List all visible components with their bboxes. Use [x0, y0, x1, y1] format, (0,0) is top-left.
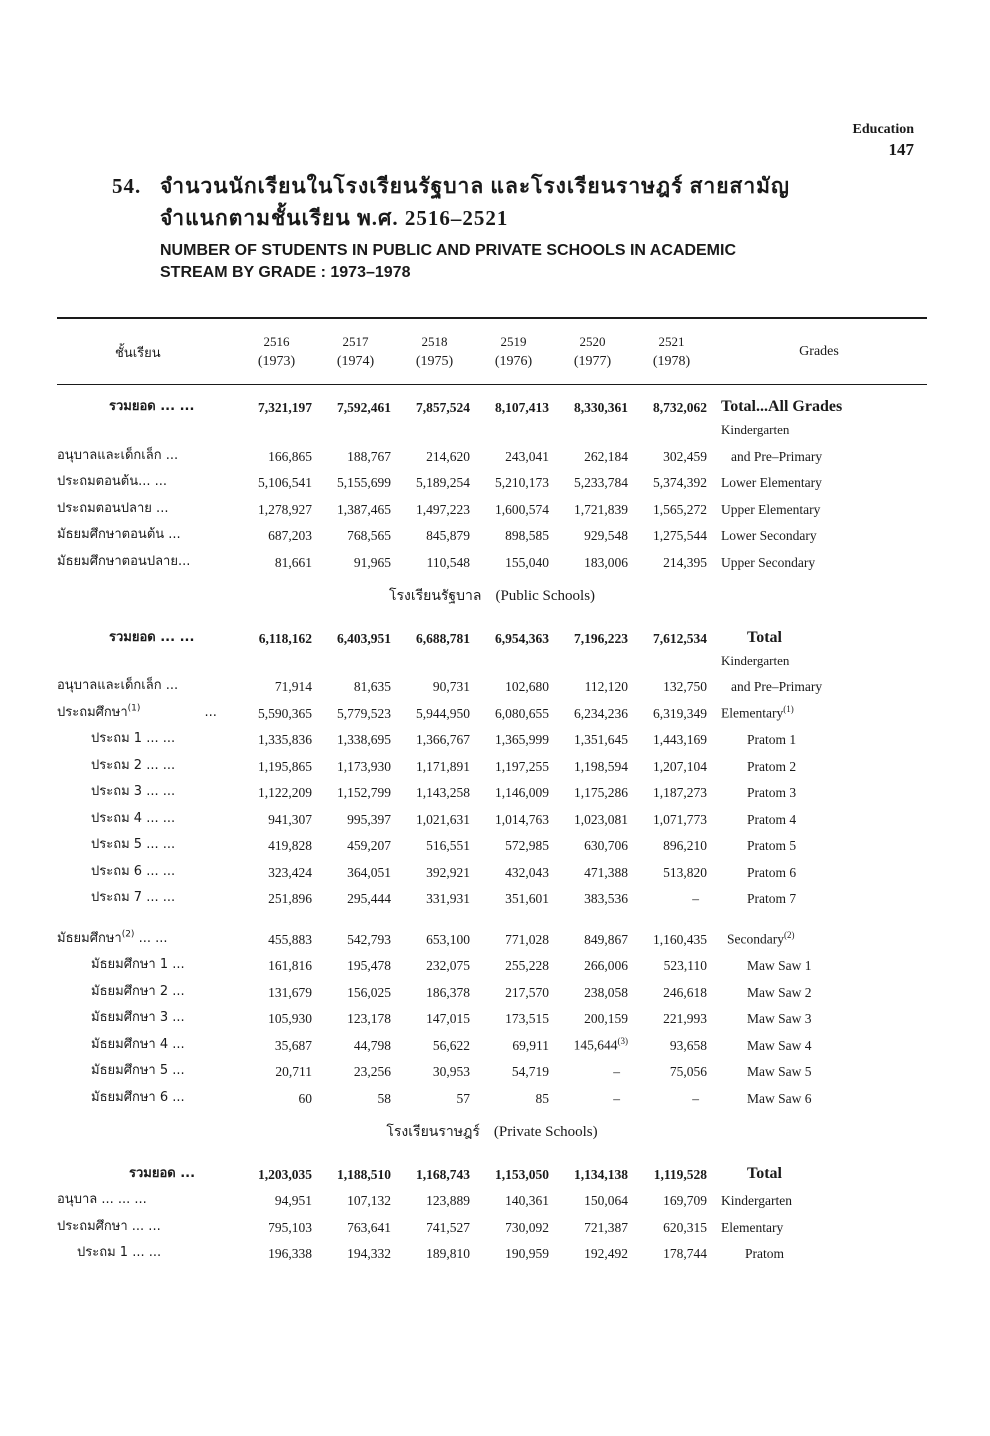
table-cell-grade: Secondary$^{(2)}$ [727, 930, 795, 947]
table-cell-value: 178,744 [663, 1246, 707, 1261]
table-cell [632, 416, 711, 438]
table-cell-value: 941,307 [268, 811, 312, 827]
table-row [57, 854, 927, 881]
table-top-rule [57, 317, 927, 319]
table-cell-value: 266,006 [584, 958, 628, 973]
table-cell-value: 768,565 [347, 528, 391, 543]
table-cell [553, 647, 632, 669]
table-row [57, 1027, 927, 1054]
table-cell-label: ประถม 6 ... ... [91, 863, 176, 879]
table-cell-value: 75,056 [669, 1064, 707, 1079]
table-cell-value: 513,820 [663, 864, 707, 880]
table-cell-label: ประถมศึกษา$^{(1)}$ ... [57, 703, 217, 720]
table-cell-value: 542,793 [347, 931, 391, 947]
table-cell-value: 255,228 [505, 958, 549, 973]
table-row [57, 775, 927, 802]
title-english-line1: NUMBER OF STUDENTS IN PUBLIC AND PRIVATE SCHOOLS IN ACADEMIC [160, 242, 737, 259]
table-cell-value: 145,644$^{(3)}$ [573, 1036, 628, 1053]
table-cell-value: 262,184 [584, 448, 628, 464]
table-row [57, 881, 927, 908]
table-cell-label: ประถม 1 ... ... [91, 731, 176, 746]
table-cell-value: 173,515 [505, 1011, 549, 1026]
table-cell [57, 647, 237, 669]
table-cell-grade: Kindergarten [721, 652, 790, 668]
table-cell-value: 1,187,273 [653, 785, 707, 800]
table-cell-value: 123,178 [347, 1011, 391, 1026]
table-cell-value: 741,527 [426, 1219, 470, 1235]
table-cell-value: 91,965 [353, 554, 391, 570]
table-cell-value: 183,006 [584, 554, 628, 570]
table-cell-value: 8,732,062 [653, 400, 707, 415]
table-cell-label: ประถม 7 ... ... [91, 890, 176, 905]
table-cell-value: 1,188,510 [337, 1166, 391, 1182]
table-row [57, 438, 927, 465]
table-cell-value: 105,930 [268, 1011, 312, 1026]
table-cell-value: 383,536 [584, 891, 628, 906]
table-cell [316, 647, 395, 669]
table-row [57, 1080, 927, 1107]
header-year: 2516 (1973) [257, 334, 296, 369]
table-cell-grade: Total...All Grades [721, 398, 843, 415]
table-cell-value: 455,883 [268, 931, 312, 947]
table-cell-grade: Maw Saw 1 [747, 958, 812, 973]
table-cell-value: 630,706 [584, 838, 628, 853]
table-cell-grade: Pratom 6 [747, 864, 797, 880]
table-cell [57, 382, 927, 390]
table-cell-value: 432,043 [505, 864, 549, 880]
title-thai [112, 170, 912, 202]
table-row [57, 801, 927, 828]
table-cell-value: 192,492 [584, 1246, 628, 1261]
students-table [57, 322, 927, 1262]
table-cell-value: 112,120 [584, 679, 628, 694]
header-row [57, 322, 927, 382]
table-cell-value: 653,100 [426, 931, 470, 947]
table-cell-value: 1,198,594 [574, 758, 628, 774]
table-cell-value: 81,661 [274, 554, 312, 570]
table-cell-value: 1,335,836 [258, 732, 312, 747]
table-cell-value: 155,040 [505, 554, 549, 570]
table-cell-label: มัธยมศึกษาตอนปลาย... [57, 553, 191, 569]
table-cell-grade: Elementary$^{(1)}$ [721, 704, 794, 721]
table-cell-value: 1,365,999 [495, 732, 549, 747]
table-cell-value: 392,921 [426, 864, 470, 880]
table-cell-grade: Maw Saw 2 [747, 984, 812, 1000]
table-cell-value: 620,315 [663, 1219, 707, 1235]
table-cell-value: 459,207 [347, 838, 391, 853]
table-cell-value: 186,378 [426, 984, 470, 1000]
table-cell-label: ประถม 4 ... ... [91, 810, 176, 826]
table-cell-value: 1,443,169 [653, 732, 707, 747]
table-cell-value: 20,711 [275, 1064, 312, 1079]
table-cell-value: 419,828 [268, 838, 312, 853]
table-cell-value: 6,234,236 [574, 705, 628, 721]
table-cell-value: 896,210 [663, 838, 707, 853]
table-cell-value: 6,403,951 [337, 630, 391, 646]
table-cell [237, 647, 316, 669]
table-cell-grade: Total [747, 628, 782, 646]
table-cell-value: 471,388 [584, 864, 628, 880]
table-cell-value: 1,497,223 [416, 501, 470, 517]
table-cell-value: 56,622 [432, 1037, 470, 1053]
table-cell-value: 1,143,258 [416, 785, 470, 800]
table-cell-value: 7,612,534 [653, 630, 707, 646]
table-row [57, 695, 927, 722]
table-cell-value: 54,719 [511, 1064, 549, 1079]
table-cell-value: 196,338 [268, 1246, 312, 1261]
table-cell-value: 1,565,272 [653, 501, 707, 517]
table-cell-value: 1,160,435 [653, 931, 707, 947]
table-cell-value: 323,424 [268, 864, 312, 880]
table-cell-value: 8,107,413 [495, 400, 549, 415]
table-cell-label: ประถม 5 ... ... [91, 837, 176, 852]
table-cell-value: 81,635 [353, 679, 391, 694]
section-heading-public [57, 571, 927, 621]
table-row [57, 1209, 927, 1236]
table-cell-value: 5,944,950 [416, 705, 470, 721]
table-cell-grade: Pratom 5 [747, 838, 797, 853]
table-cell-value: 123,889 [426, 1193, 470, 1208]
table-cell-label: อนุบาล ... ... ... [57, 1192, 147, 1207]
table-cell-value: 1,153,050 [495, 1166, 549, 1182]
table-cell-grade: Upper Secondary [721, 554, 816, 570]
table-cell-label: ประถม 1 ... ... [77, 1245, 162, 1260]
table-cell-label: รวมยอด ... [129, 1165, 196, 1181]
table-cell-value: 102,680 [505, 679, 549, 694]
table-cell-value: 107,132 [347, 1193, 391, 1208]
table-cell-value: 188,767 [347, 448, 391, 464]
table-row [57, 518, 927, 545]
table-cell-value: 6,118,162 [258, 630, 312, 646]
table-cell-value: 35,687 [274, 1037, 312, 1053]
table-cell-value: 57 [456, 1090, 470, 1106]
table-cell-label: อนุบาลและเด็กเล็ก ... [57, 678, 179, 693]
table-cell-value: 147,015 [426, 1011, 470, 1026]
table-cell-value: 1,134,138 [574, 1166, 628, 1182]
table-cell-grade: Pratom 2 [747, 758, 797, 774]
table-cell-value: 1,173,930 [337, 758, 391, 774]
table-cell-value: 243,041 [505, 448, 549, 464]
title-english [112, 240, 912, 284]
table-cell-value: 195,478 [347, 958, 391, 973]
table-cell [395, 416, 474, 438]
table-row [57, 669, 927, 696]
table-cell-grade: Maw Saw 4 [747, 1037, 812, 1053]
table-cell-value: 295,444 [347, 891, 391, 906]
table-cell-value: – [692, 1090, 699, 1106]
table-cell-value: 1,021,631 [416, 811, 470, 827]
table-cell-grade: Lower Secondary [721, 528, 817, 543]
table-cell-value: 898,585 [505, 528, 549, 543]
table-cell-value: 1,023,081 [574, 811, 628, 827]
table-cell-value: 44,798 [353, 1037, 391, 1053]
table-cell-value: 1,195,865 [258, 758, 312, 774]
table-cell-grade: Upper Elementary [721, 501, 821, 517]
table-cell-value: 1,721,839 [574, 501, 628, 517]
table-cell-value: 5,374,392 [653, 475, 707, 490]
table-cell-grade: Lower Elementary [721, 475, 822, 490]
table-cell-value: 232,075 [426, 958, 470, 973]
table-row [57, 491, 927, 518]
table-cell-value: 845,879 [426, 528, 470, 543]
table-cell [395, 647, 474, 669]
table-cell-value: 6,954,363 [495, 630, 549, 646]
table-cell-value: 1,366,767 [416, 732, 470, 747]
table-row [57, 748, 927, 775]
table-row [57, 390, 927, 416]
table-cell: โรงเรียนรัฐบาล (Public Schools) [388, 587, 596, 604]
table-row [57, 948, 927, 975]
table-cell-value: 7,196,223 [574, 630, 628, 646]
header-grade-thai: ชั้นเรียน [115, 345, 161, 361]
table-cell: โรงเรียนราษฎร์ (Private Schools) [386, 1123, 598, 1140]
table-cell-value: 302,459 [663, 448, 707, 464]
table-cell-value: 8,330,361 [574, 400, 628, 415]
table-cell-value: 331,931 [426, 891, 470, 906]
table-cell-value: 200,159 [584, 1011, 628, 1026]
table-cell-value: – [613, 1090, 620, 1106]
table-cell-value: – [613, 1064, 620, 1079]
table-row [57, 1054, 927, 1081]
title-thai-line2: จำแนกตามชั้นเรียน พ.ศ. 2516–2521 [160, 206, 509, 230]
table-cell-value: 23,256 [353, 1064, 391, 1079]
table-title [112, 170, 912, 284]
table-cell-value: 217,570 [505, 984, 549, 1000]
table-cell-value: 1,071,773 [653, 811, 707, 827]
table-cell-value: 7,857,524 [416, 400, 470, 415]
header-year: 2521 (1978) [652, 334, 691, 369]
table-cell-value: 1,275,544 [653, 528, 707, 543]
table-cell-grade: and Pre–Primary [731, 679, 823, 694]
table-cell-value: 194,332 [347, 1246, 391, 1261]
table-cell-value: 1,146,009 [495, 785, 549, 800]
table-cell-grade: Pratom 3 [747, 785, 797, 800]
table-cell-grade: Pratom 1 [747, 732, 797, 747]
table-cell-value: 156,025 [347, 984, 391, 1000]
table-cell-value: 763,641 [347, 1219, 391, 1235]
table-row [57, 544, 927, 571]
header-year: 2519 (1976) [494, 334, 533, 369]
table-cell [316, 416, 395, 438]
table-cell-value: 6,688,781 [416, 630, 470, 646]
table-cell-value: 93,658 [669, 1037, 707, 1053]
table-cell-value: 1,207,104 [653, 758, 707, 774]
table-cell-value: 5,590,365 [258, 705, 312, 721]
table-cell-value: 246,618 [663, 984, 707, 1000]
table-cell-label: มัธยมศึกษา 2 ... [91, 983, 185, 999]
table-cell-grade: Maw Saw 6 [747, 1090, 812, 1106]
table-cell-grade: Kindergarten [721, 1193, 792, 1208]
table-cell-value: 351,601 [505, 891, 549, 906]
table-cell-value: 364,051 [347, 864, 391, 880]
table-cell-value: 214,620 [426, 448, 470, 464]
table-row [57, 1236, 927, 1263]
table-cell-value: 572,985 [505, 838, 549, 853]
title-english-line2: STREAM BY GRADE : 1973–1978 [160, 264, 411, 281]
table-cell-value: 90,731 [432, 679, 470, 694]
table-cell-value: 214,395 [663, 554, 707, 570]
table-cell-value: 1,119,528 [653, 1166, 707, 1182]
table-cell-grade: and Pre–Primary [731, 448, 823, 464]
table-cell-value: 1,168,743 [416, 1166, 470, 1182]
table-cell-value: 30,953 [432, 1064, 470, 1079]
table-cell-value: 189,810 [426, 1246, 470, 1261]
table-cell [57, 907, 927, 921]
table-cell-value: 1,387,465 [337, 501, 391, 517]
table-cell-value: 929,548 [584, 528, 628, 543]
table-cell-value: 771,028 [505, 931, 549, 947]
table-cell-value: 687,203 [268, 528, 312, 543]
table-cell-grade: Elementary [721, 1219, 784, 1235]
table-row [57, 465, 927, 492]
table-cell [632, 647, 711, 669]
table-cell-value: 5,233,784 [574, 475, 628, 490]
table-cell-label: รวมยอด ... ... [109, 399, 195, 414]
table-cell [474, 647, 553, 669]
table-row [57, 1157, 927, 1183]
table-cell-value: 110,548 [426, 554, 470, 570]
table-cell-value: 60 [298, 1090, 312, 1106]
table-cell-grade: Pratom 7 [747, 891, 797, 906]
table-cell-label: ประถม 3 ... ... [91, 784, 176, 799]
table-cell-value: 1,152,799 [337, 785, 391, 800]
table-cell-value: 721,387 [584, 1219, 628, 1235]
table-cell-label: รวมยอด ... ... [109, 629, 195, 645]
table-cell-value: 1,351,645 [574, 732, 628, 747]
table-cell-value: 5,210,173 [495, 475, 549, 490]
table-cell-value: 166,865 [268, 448, 312, 464]
table-cell-value: 5,189,254 [416, 475, 470, 490]
page-number: 147 [888, 140, 914, 159]
table-cell-value: 140,361 [505, 1193, 549, 1208]
table-cell-value: 58 [377, 1090, 391, 1106]
table-cell-value: 849,867 [584, 931, 628, 947]
table-cell-value: 6,080,655 [495, 705, 549, 721]
table-cell-value: – [692, 891, 699, 906]
table-cell-value: 150,064 [584, 1193, 628, 1208]
table-cell-value: 131,679 [268, 984, 312, 1000]
header-grades-english: Grades [799, 344, 839, 359]
table-cell-label: มัธยมศึกษา 3 ... [91, 1010, 185, 1025]
title-thai-line1: จำนวนนักเรียนในโรงเรียนรัฐบาล และโรงเรียนราษฎร์ สายสามัญ [160, 174, 790, 198]
header-year: 2518 (1975) [415, 334, 454, 369]
table-cell-value: 1,175,286 [574, 785, 628, 800]
table-cell [474, 416, 553, 438]
table-cell-value: 1,600,574 [495, 501, 549, 517]
table-cell-value: 7,592,461 [337, 400, 391, 415]
table-row [57, 1001, 927, 1028]
header-year: 2517 (1974) [336, 334, 375, 369]
table-row [57, 621, 927, 647]
table-cell-value: 71,914 [274, 679, 312, 694]
section-heading-private [57, 1107, 927, 1157]
table-cell-label: ประถม 2 ... ... [91, 757, 176, 773]
table-cell [553, 416, 632, 438]
table-cell-label: อนุบาลและเด็กเล็ก ... [57, 447, 179, 463]
table-cell-value: 190,959 [505, 1246, 549, 1261]
table-cell-label: มัธยมศึกษา 1 ... [91, 957, 185, 972]
table-cell-value: 5,779,523 [337, 705, 391, 721]
table-cell-grade: Pratom [745, 1246, 784, 1261]
table-cell-value: 1,014,763 [495, 811, 549, 827]
table-row [57, 722, 927, 749]
table-cell-value: 7,321,197 [258, 400, 312, 415]
section-label: Education [852, 122, 914, 137]
table-cell-label: มัธยมศึกษา 6 ... [91, 1089, 185, 1105]
table-cell-value: 5,155,699 [337, 475, 391, 490]
table-cell-value: 238,058 [584, 984, 628, 1000]
table-cell-value: 6,319,349 [653, 705, 707, 721]
table-cell [237, 416, 316, 438]
table-cell-value: 161,816 [268, 958, 312, 973]
table-cell-label: มัธยมศึกษา 4 ... [91, 1036, 185, 1052]
table-cell [57, 416, 237, 438]
table-cell-value: 132,750 [663, 679, 707, 694]
table-cell-value: 995,397 [347, 811, 391, 827]
table-cell-value: 1,171,891 [416, 758, 470, 774]
table-cell-grade: Total [747, 1164, 782, 1182]
table-cell-value: 69,911 [512, 1037, 549, 1053]
table-cell-value: 730,092 [505, 1219, 549, 1235]
page-header [853, 122, 914, 160]
table-number: 54. [112, 174, 142, 198]
table-cell-label: มัธยมศึกษา 5 ... [91, 1063, 185, 1078]
table-cell-value: 1,197,255 [495, 758, 549, 774]
table-cell-grade: Kindergarten [721, 422, 790, 437]
table-cell-grade: Maw Saw 5 [747, 1064, 812, 1079]
table-cell-value: 1,338,695 [337, 732, 391, 747]
table-cell-label: ประถมตอนต้น... ... [57, 474, 168, 489]
table-cell-value: 516,551 [426, 838, 470, 853]
table-row [57, 921, 927, 948]
table-cell-label: มัธยมศึกษาตอนต้น ... [57, 527, 181, 542]
table-cell-value: 795,103 [268, 1219, 312, 1235]
table-row [57, 828, 927, 855]
table-cell-value: 94,951 [274, 1193, 312, 1208]
table-cell-value: 221,993 [663, 1011, 707, 1026]
table-cell-value: 523,110 [663, 958, 707, 973]
table-cell-grade: Pratom 4 [747, 811, 797, 827]
table-cell-label: ประถมตอนปลาย ... [57, 500, 169, 516]
table-cell-value: 169,709 [663, 1193, 707, 1208]
table-cell-label: ประถมศึกษา ... ... [57, 1218, 161, 1234]
table-cell-label: มัธยมศึกษา$^{(2)}$ ... ... [57, 929, 168, 946]
table-cell-value: 1,122,209 [258, 785, 312, 800]
table-cell-value: 1,203,035 [258, 1166, 312, 1182]
table-cell-value: 5,106,541 [258, 475, 312, 490]
table-cell-value: 85 [535, 1090, 549, 1106]
header-year: 2520 (1977) [573, 334, 612, 369]
table-cell-value: 1,278,927 [258, 501, 312, 517]
table-row [57, 1183, 927, 1210]
table-row [57, 974, 927, 1001]
table-cell-grade: Maw Saw 3 [747, 1011, 812, 1026]
table-cell-value: 251,896 [268, 891, 312, 906]
